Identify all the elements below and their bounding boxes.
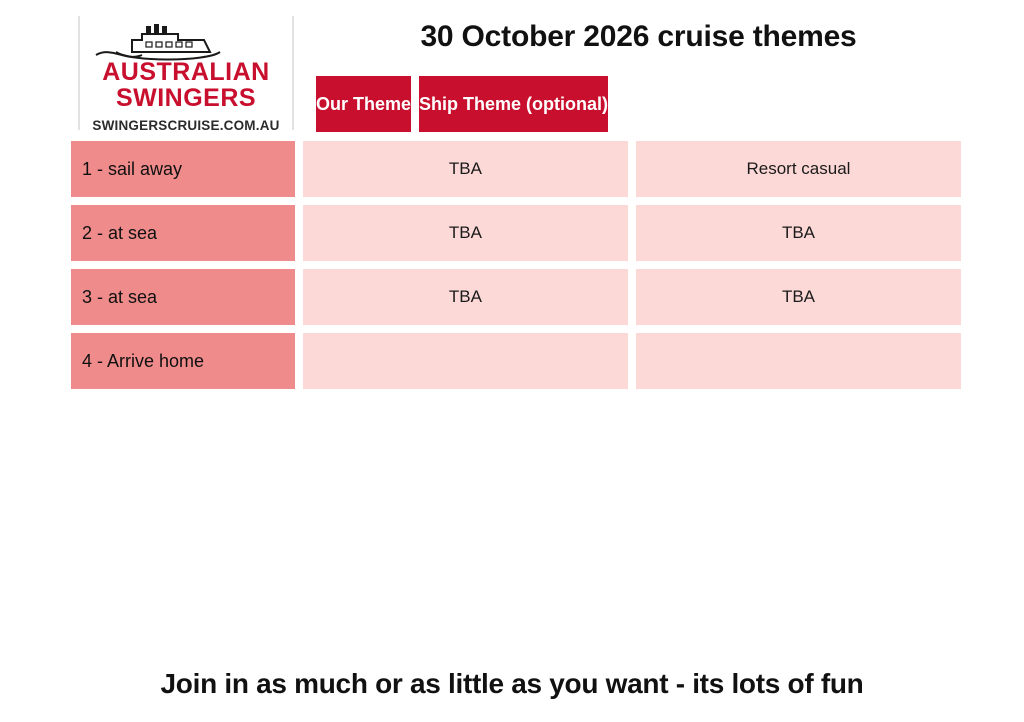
table-row (71, 333, 961, 389)
table-cell-our-theme: TBA (303, 141, 628, 197)
logo-line-swingers: SWINGERS (115, 84, 257, 112)
themes-table (71, 76, 961, 397)
table-row (71, 205, 961, 261)
table-header-our-theme: Our Theme (316, 76, 411, 132)
table-row (71, 269, 961, 325)
table-cell-ship-theme (636, 333, 961, 389)
table-cell-day: 2 - at sea (71, 205, 295, 261)
table-cell-ship-theme: TBA (636, 269, 961, 325)
cruise-ship-icon (86, 22, 286, 66)
table-cell-day: 4 - Arrive home (71, 333, 295, 389)
table-cell-our-theme: TBA (303, 269, 628, 325)
table-cell-ship-theme: TBA (636, 205, 961, 261)
table-cell-day: 1 - sail away (71, 141, 295, 197)
page-title: 30 October 2026 cruise themes (420, 20, 857, 53)
table-header-spacer (71, 76, 308, 132)
table-cell-day: 3 - at sea (71, 269, 295, 325)
logo-line-australian: AUSTRALIAN (102, 58, 270, 86)
table-header-row (71, 76, 961, 132)
table-cell-our-theme (303, 333, 628, 389)
table-cell-ship-theme: Resort casual (636, 141, 961, 197)
table-cell-our-theme: TBA (303, 205, 628, 261)
table-header-ship-theme: Ship Theme (optional) (419, 76, 608, 132)
footer-tagline: Join in as much or as little as you want - its lots of fun (160, 668, 864, 699)
logo-website-url: SWINGERSCRUISE.COM.AU (92, 118, 280, 133)
table-row (71, 141, 961, 197)
